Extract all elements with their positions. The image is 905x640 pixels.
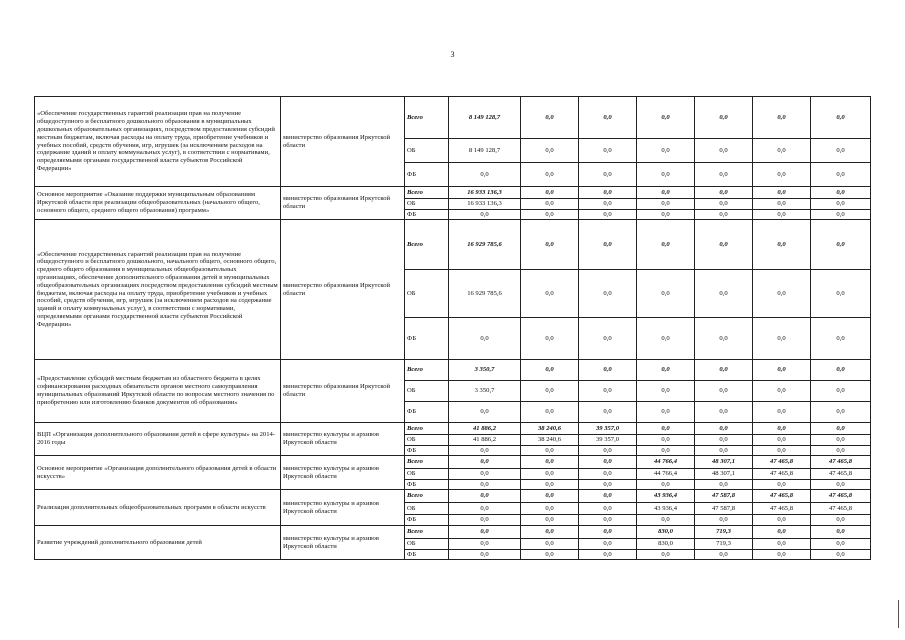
measure-description: Основное мероприятие «Организация дополнительного образования детей в области искусств» <box>35 456 281 490</box>
funding-value: 47 587,8 <box>695 490 753 503</box>
funding-value: 0,0 <box>811 480 871 490</box>
funding-value: 0,0 <box>695 139 753 163</box>
funding-value: 0,0 <box>811 97 871 139</box>
funding-value: 0,0 <box>521 210 579 220</box>
measure-description: Реализация дополнительных общеобразовательных программ в области искусств <box>35 490 281 526</box>
funding-value: 0,0 <box>449 456 521 469</box>
funding-value: 0,0 <box>753 446 811 456</box>
funding-value: 0,0 <box>521 270 579 318</box>
page-number: 3 <box>450 50 455 59</box>
measure-description: Развитие учреждений дополнительного образования детей <box>35 526 281 560</box>
measure-description: Основное мероприятие «Оказание поддержки муниципальным образованиям Иркутской области при реализации общеобразовательных (начального общего, основного общего, среднего общего образования) программ» <box>35 187 281 220</box>
funding-value: 0,0 <box>579 139 637 163</box>
funding-value: 0,0 <box>695 480 753 490</box>
funding-value: 0,0 <box>637 435 695 446</box>
funding-value: 47 465,8 <box>811 490 871 503</box>
funding-value: 0,0 <box>521 163 579 187</box>
funding-value: 0,0 <box>521 515 579 526</box>
funding-value: 0,0 <box>753 480 811 490</box>
funding-value: 0,0 <box>695 446 753 456</box>
funding-value: 0,0 <box>521 318 579 360</box>
funding-value: 0,0 <box>753 526 811 539</box>
funding-value: 0,0 <box>579 360 637 381</box>
funding-source: Всего <box>405 456 449 469</box>
table-row <box>35 220 871 270</box>
funding-value: 0,0 <box>579 163 637 187</box>
funding-value: 0,0 <box>753 220 811 270</box>
measure-description: ВЦП «Организация дополнительного образования детей в сфере культуры» на 2014-2016 годы <box>35 423 281 456</box>
funding-value: 0,0 <box>579 210 637 220</box>
funding-value: 0,0 <box>753 163 811 187</box>
funding-value: 43 936,4 <box>637 490 695 503</box>
table-row <box>35 360 871 381</box>
responsible-executor: министерство культуры и архивов Иркутской области <box>281 526 405 560</box>
funding-source: ОБ <box>405 381 449 402</box>
funding-value: 0,0 <box>695 187 753 199</box>
funding-value: 0,0 <box>521 446 579 456</box>
funding-value: 16 929 785,6 <box>449 220 521 270</box>
funding-value: 0,0 <box>637 199 695 210</box>
funding-value: 0,0 <box>521 187 579 199</box>
funding-value: 47 465,8 <box>811 503 871 515</box>
funding-value: 8 149 128,7 <box>449 139 521 163</box>
funding-value: 0,0 <box>579 456 637 469</box>
funding-value: 0,0 <box>811 360 871 381</box>
funding-value: 0,0 <box>753 515 811 526</box>
funding-value: 0,0 <box>753 381 811 402</box>
funding-value: 830,0 <box>637 539 695 550</box>
funding-value: 38 240,6 <box>521 435 579 446</box>
funding-value: 16 933 136,3 <box>449 199 521 210</box>
funding-value: 0,0 <box>753 550 811 560</box>
responsible-executor: министерство образования Иркутской области <box>281 220 405 360</box>
funding-value: 0,0 <box>695 381 753 402</box>
funding-source: Всего <box>405 97 449 139</box>
funding-value: 0,0 <box>521 402 579 423</box>
funding-source: ФБ <box>405 550 449 560</box>
funding-value: 0,0 <box>579 402 637 423</box>
funding-value: 0,0 <box>579 187 637 199</box>
funding-value: 0,0 <box>521 503 579 515</box>
funding-source: ФБ <box>405 318 449 360</box>
funding-value: 0,0 <box>695 515 753 526</box>
funding-value: 0,0 <box>811 187 871 199</box>
funding-source: ОБ <box>405 503 449 515</box>
funding-value: 0,0 <box>637 220 695 270</box>
funding-value: 719,3 <box>695 539 753 550</box>
funding-value: 0,0 <box>637 163 695 187</box>
funding-value: 41 886,2 <box>449 435 521 446</box>
funding-value: 0,0 <box>753 139 811 163</box>
funding-value: 0,0 <box>449 480 521 490</box>
funding-value: 0,0 <box>521 456 579 469</box>
funding-value: 0,0 <box>811 526 871 539</box>
funding-value: 0,0 <box>449 550 521 560</box>
funding-value: 16 929 785,6 <box>449 270 521 318</box>
funding-source: Всего <box>405 220 449 270</box>
responsible-executor: министерство образования Иркутской области <box>281 97 405 187</box>
funding-source: ФБ <box>405 402 449 423</box>
funding-value: 16 933 136,3 <box>449 187 521 199</box>
funding-source: ОБ <box>405 435 449 446</box>
funding-value: 0,0 <box>811 139 871 163</box>
funding-value: 0,0 <box>695 318 753 360</box>
funding-value: 0,0 <box>449 539 521 550</box>
table-row <box>35 526 871 539</box>
funding-value: 48 307,1 <box>695 469 753 480</box>
table-row <box>35 187 871 199</box>
funding-value: 0,0 <box>811 210 871 220</box>
funding-value: 47 465,8 <box>753 503 811 515</box>
funding-value: 0,0 <box>579 318 637 360</box>
table-row <box>35 423 871 435</box>
responsible-executor: министерство культуры и архивов Иркутской области <box>281 456 405 490</box>
funding-value: 0,0 <box>753 539 811 550</box>
funding-value: 0,0 <box>811 550 871 560</box>
funding-value: 0,0 <box>637 210 695 220</box>
funding-value: 0,0 <box>695 220 753 270</box>
funding-value: 0,0 <box>579 469 637 480</box>
funding-value: 0,0 <box>695 423 753 435</box>
funding-value: 0,0 <box>637 360 695 381</box>
funding-value: 3 350,7 <box>449 360 521 381</box>
funding-value: 0,0 <box>753 270 811 318</box>
funding-value: 0,0 <box>521 469 579 480</box>
funding-value: 47 465,8 <box>753 456 811 469</box>
funding-value: 0,0 <box>449 469 521 480</box>
funding-value: 0,0 <box>637 187 695 199</box>
funding-value: 0,0 <box>449 163 521 187</box>
funding-value: 39 357,0 <box>579 435 637 446</box>
funding-source: ОБ <box>405 139 449 163</box>
funding-value: 0,0 <box>811 402 871 423</box>
funding-value: 0,0 <box>521 480 579 490</box>
funding-value: 8 149 128,7 <box>449 97 521 139</box>
funding-value: 0,0 <box>579 220 637 270</box>
funding-value: 0,0 <box>753 199 811 210</box>
funding-value: 0,0 <box>753 423 811 435</box>
funding-value: 0,0 <box>521 360 579 381</box>
funding-value: 0,0 <box>637 270 695 318</box>
funding-value: 0,0 <box>753 187 811 199</box>
funding-value: 0,0 <box>811 435 871 446</box>
funding-value: 0,0 <box>811 539 871 550</box>
funding-value: 0,0 <box>695 435 753 446</box>
funding-value: 0,0 <box>579 539 637 550</box>
funding-value: 0,0 <box>449 402 521 423</box>
funding-value: 0,0 <box>521 139 579 163</box>
funding-source: Всего <box>405 360 449 381</box>
funding-value: 0,0 <box>753 210 811 220</box>
funding-source: ФБ <box>405 515 449 526</box>
funding-value: 0,0 <box>637 381 695 402</box>
funding-value: 0,0 <box>449 515 521 526</box>
funding-value: 0,0 <box>811 199 871 210</box>
funding-value: 0,0 <box>753 97 811 139</box>
funding-value: 0,0 <box>521 220 579 270</box>
funding-value: 0,0 <box>637 139 695 163</box>
responsible-executor: министерство образования Иркутской области <box>281 360 405 423</box>
funding-value: 0,0 <box>637 318 695 360</box>
table-row <box>35 490 871 503</box>
funding-value: 0,0 <box>753 402 811 423</box>
funding-value: 0,0 <box>637 402 695 423</box>
funding-value: 39 357,0 <box>579 423 637 435</box>
funding-value: 0,0 <box>637 515 695 526</box>
funding-value: 0,0 <box>449 526 521 539</box>
funding-value: 830,0 <box>637 526 695 539</box>
funding-value: 44 766,4 <box>637 469 695 480</box>
funding-value: 0,0 <box>811 220 871 270</box>
funding-value: 0,0 <box>449 318 521 360</box>
funding-value: 0,0 <box>637 423 695 435</box>
funding-source: ОБ <box>405 469 449 480</box>
funding-value: 0,0 <box>811 163 871 187</box>
funding-value: 0,0 <box>695 163 753 187</box>
measure-description: «Обеспечение государственных гарантий реализации прав на получение общедоступного и бесплатного дошкольного образования в муниципальных дошкольных образовательных организациях, посредством предоставления субсидий местным бюджетам, включая расходы на оплату труда, приобретение учебников и учебных пособий, средств обучения, игр, игрушек (за исключением расходов на содержание зданий и оплату коммунальных услуг), в соответствии с нормативами, определяемыми органами государственной власти субъектов Российской Федерации» <box>35 97 281 187</box>
funding-source: Всего <box>405 423 449 435</box>
funding-value: 47 465,8 <box>753 469 811 480</box>
funding-value: 0,0 <box>521 490 579 503</box>
funding-value: 719,3 <box>695 526 753 539</box>
funding-value: 0,0 <box>449 446 521 456</box>
funding-value: 0,0 <box>579 270 637 318</box>
funding-value: 0,0 <box>695 97 753 139</box>
funding-source: ФБ <box>405 210 449 220</box>
funding-source: ОБ <box>405 199 449 210</box>
funding-value: 0,0 <box>811 515 871 526</box>
funding-value: 0,0 <box>637 446 695 456</box>
measure-description: «Обеспечение государственных гарантий реализации прав на получение общедоступного и бесплатного дошкольного, начального общего, основного общего, среднего общего образования в муниципальных общеобразовательных организациях, обеспечение дополнительного образования детей в муниципальных общеобразовательных организациях посредством предоставления субсидий местным бюджетам, включая расходы на оплату труда, приобретение учебников и учебных пособий, средств обучения, игр, игрушек (за исключением расходов на содержание зданий и оплату коммунальных услуг), в соответствии с нормативами, определяемыми органами государственной власти субъектов Российской Федерации» <box>35 220 281 360</box>
funding-value: 0,0 <box>449 210 521 220</box>
responsible-executor: министерство образования Иркутской области <box>281 187 405 220</box>
funding-value: 0,0 <box>811 446 871 456</box>
funding-value: 0,0 <box>579 490 637 503</box>
funding-value: 0,0 <box>753 360 811 381</box>
funding-source: ОБ <box>405 539 449 550</box>
funding-value: 0,0 <box>695 199 753 210</box>
funding-value: 47 465,8 <box>811 469 871 480</box>
funding-value: 0,0 <box>521 550 579 560</box>
budget-table <box>34 96 871 560</box>
funding-value: 0,0 <box>579 381 637 402</box>
funding-value: 41 886,2 <box>449 423 521 435</box>
funding-value: 0,0 <box>695 402 753 423</box>
table-row <box>35 456 871 469</box>
funding-value: 0,0 <box>521 381 579 402</box>
funding-value: 0,0 <box>695 360 753 381</box>
funding-source: Всего <box>405 187 449 199</box>
funding-value: 0,0 <box>579 526 637 539</box>
funding-source: Всего <box>405 490 449 503</box>
funding-value: 0,0 <box>637 550 695 560</box>
funding-value: 0,0 <box>449 503 521 515</box>
funding-value: 0,0 <box>695 210 753 220</box>
funding-value: 38 240,6 <box>521 423 579 435</box>
funding-source: ФБ <box>405 480 449 490</box>
funding-value: 0,0 <box>579 550 637 560</box>
page-edge-line <box>898 600 899 628</box>
funding-value: 0,0 <box>811 381 871 402</box>
funding-value: 0,0 <box>521 97 579 139</box>
funding-value: 0,0 <box>521 526 579 539</box>
funding-value: 0,0 <box>521 199 579 210</box>
measure-description: «Предоставление субсидий местным бюджетам из областного бюджета в целях софинансирования расходных обязательств органов местного самоуправления муниципальных образований Иркутской области по вопросам местного значения по приобретению или изготовлению бланков документов об образовании» <box>35 360 281 423</box>
funding-value: 47 587,8 <box>695 503 753 515</box>
funding-value: 47 465,8 <box>753 490 811 503</box>
funding-value: 0,0 <box>811 318 871 360</box>
responsible-executor: министерство культуры и архивов Иркутской области <box>281 490 405 526</box>
funding-value: 0,0 <box>579 97 637 139</box>
funding-value: 0,0 <box>521 539 579 550</box>
funding-value: 0,0 <box>579 503 637 515</box>
funding-value: 0,0 <box>695 270 753 318</box>
funding-value: 3 350,7 <box>449 381 521 402</box>
funding-value: 0,0 <box>753 318 811 360</box>
funding-value: 0,0 <box>753 435 811 446</box>
funding-value: 0,0 <box>579 515 637 526</box>
funding-value: 0,0 <box>579 446 637 456</box>
responsible-executor: министерство культуры и архивов Иркутской области <box>281 423 405 456</box>
funding-source: Всего <box>405 526 449 539</box>
funding-value: 0,0 <box>579 480 637 490</box>
funding-value: 43 936,4 <box>637 503 695 515</box>
funding-value: 0,0 <box>637 97 695 139</box>
funding-value: 47 465,8 <box>811 456 871 469</box>
funding-value: 0,0 <box>811 423 871 435</box>
funding-value: 0,0 <box>695 550 753 560</box>
funding-source: ОБ <box>405 270 449 318</box>
funding-value: 44 766,4 <box>637 456 695 469</box>
funding-value: 0,0 <box>811 270 871 318</box>
funding-source: ФБ <box>405 446 449 456</box>
funding-value: 0,0 <box>579 199 637 210</box>
funding-value: 0,0 <box>449 490 521 503</box>
funding-value: 48 307,1 <box>695 456 753 469</box>
funding-value: 0,0 <box>637 480 695 490</box>
funding-source: ФБ <box>405 163 449 187</box>
table-row <box>35 97 871 139</box>
